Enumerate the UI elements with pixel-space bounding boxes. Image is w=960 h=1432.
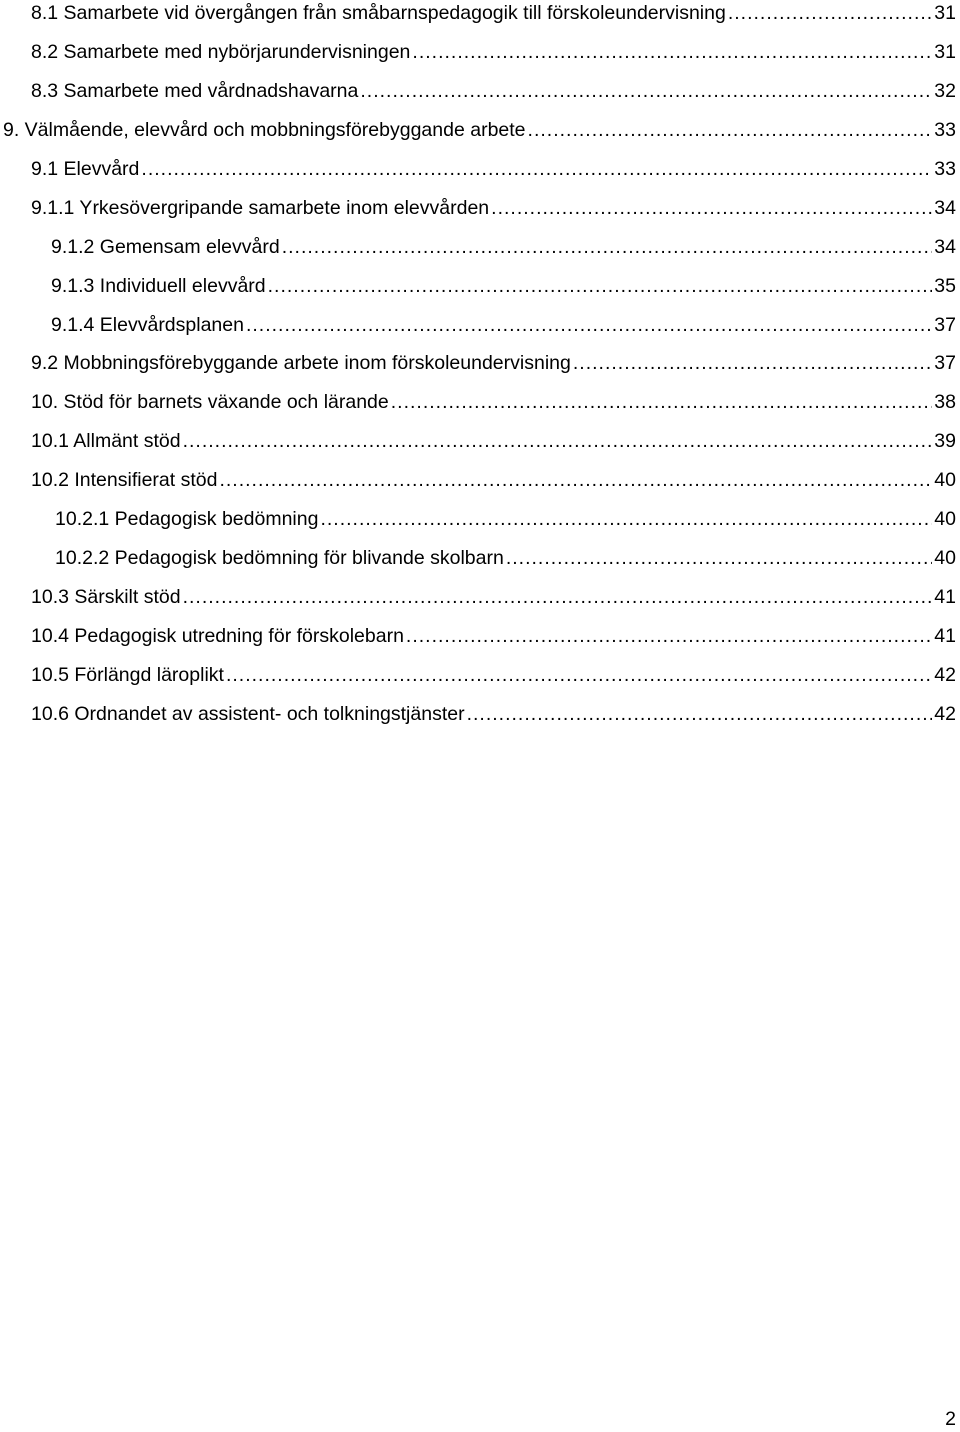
dot-leader: [320, 506, 932, 532]
toc-entry-label: 10. Stöd för barnets växande och lärande: [31, 391, 389, 413]
toc-entry[interactable]: [31, 350, 956, 376]
toc-entry[interactable]: [31, 156, 956, 182]
dot-leader: [183, 428, 933, 454]
toc-entry-label: 8.1 Samarbete vid övergången från småbarnspedagogik till förskoleundervisning: [31, 2, 726, 24]
toc-entry-label: 9.2 Mobbningsförebyggande arbete inom förskoleundervisning: [31, 352, 571, 374]
toc-entry-label: 9.1.2 Gemensam elevvård: [51, 236, 280, 258]
toc-entry-label: 8.3 Samarbete med vårdnadshavarna: [31, 80, 359, 102]
toc-entry-page: 37: [934, 314, 956, 336]
toc-entry-label: 10.4 Pedagogisk utredning för förskolebarn: [31, 625, 404, 647]
dot-leader: [412, 39, 932, 65]
toc-entry[interactable]: [31, 623, 956, 649]
toc-entry-label: 10.2.1 Pedagogisk bedömning: [55, 508, 319, 530]
toc-entry[interactable]: [31, 584, 956, 610]
toc-entry-label: 9.1.1 Yrkesövergripande samarbete inom elevvården: [31, 197, 490, 219]
toc-entry[interactable]: [31, 428, 956, 454]
dot-leader: [226, 662, 932, 688]
dot-leader: [219, 467, 932, 493]
toc-entry-page: 38: [934, 391, 956, 413]
toc-entry-page: 37: [934, 352, 956, 374]
toc-entry-label: 10.1 Allmänt stöd: [31, 430, 181, 452]
toc-entry-label: 9.1 Elevvård: [31, 158, 140, 180]
toc-entry-label: 10.2 Intensifierat stöd: [31, 469, 218, 491]
toc-entry-page: 33: [934, 119, 956, 141]
toc-entry[interactable]: [51, 234, 956, 260]
toc-entry-page: 39: [934, 430, 956, 452]
dot-leader: [391, 389, 933, 415]
dot-leader: [573, 350, 932, 376]
toc-entry-label: 10.5 Förlängd läroplikt: [31, 664, 224, 686]
toc-entry[interactable]: [31, 389, 956, 415]
toc-entry[interactable]: [55, 545, 956, 571]
dot-leader: [528, 117, 933, 143]
toc-entry[interactable]: [31, 78, 956, 104]
toc-entry[interactable]: [51, 273, 956, 299]
dot-leader: [282, 234, 933, 260]
page-number: 2: [945, 1408, 956, 1430]
toc-entry-page: 31: [934, 2, 956, 24]
toc-entry-page: 40: [934, 508, 956, 530]
toc-entry-page: 41: [934, 625, 956, 647]
dot-leader: [268, 273, 933, 299]
toc-entry[interactable]: [55, 506, 956, 532]
toc-entry-page: 42: [934, 664, 956, 686]
dot-leader: [246, 312, 932, 338]
toc-entry[interactable]: [31, 662, 956, 688]
toc-entry-page: 32: [934, 80, 956, 102]
toc-entry[interactable]: [3, 117, 956, 143]
toc-entry-page: 35: [934, 275, 956, 297]
toc-entry-label: 10.6 Ordnandet av assistent- och tolkningstjänster: [31, 703, 465, 725]
toc-entry[interactable]: [31, 701, 956, 727]
toc-entry[interactable]: [31, 39, 956, 65]
toc-entry-page: 33: [934, 158, 956, 180]
dot-leader: [183, 584, 933, 610]
toc-entry[interactable]: [51, 312, 956, 338]
toc-entry-label: 9.1.4 Elevvårdsplanen: [51, 314, 244, 336]
dot-leader: [728, 0, 932, 26]
toc-entry[interactable]: [31, 467, 956, 493]
dot-leader: [141, 156, 932, 182]
toc-entry[interactable]: [31, 195, 956, 221]
toc-entry-page: 42: [934, 703, 956, 725]
toc-entry-page: 40: [934, 469, 956, 491]
toc-entry-label: 8.2 Samarbete med nybörjarundervisningen: [31, 41, 411, 63]
toc-entry-page: 31: [934, 41, 956, 63]
toc-entry-label: 10.2.2 Pedagogisk bedömning för blivande skolbarn: [55, 547, 504, 569]
toc-entry-label: 9. Välmående, elevvård och mobbningsförebyggande arbete: [3, 119, 526, 141]
dot-leader: [491, 195, 932, 221]
toc-entry-page: 40: [934, 547, 956, 569]
dot-leader: [406, 623, 932, 649]
dot-leader: [360, 78, 932, 104]
toc-entry-page: 34: [934, 197, 956, 219]
dot-leader: [467, 701, 933, 727]
toc-entry-label: 10.3 Särskilt stöd: [31, 586, 181, 608]
dot-leader: [506, 545, 932, 571]
toc-entry-label: 9.1.3 Individuell elevvård: [51, 275, 266, 297]
toc-entry-page: 41: [934, 586, 956, 608]
toc-entry[interactable]: [31, 0, 956, 26]
toc-entry-page: 34: [934, 236, 956, 258]
